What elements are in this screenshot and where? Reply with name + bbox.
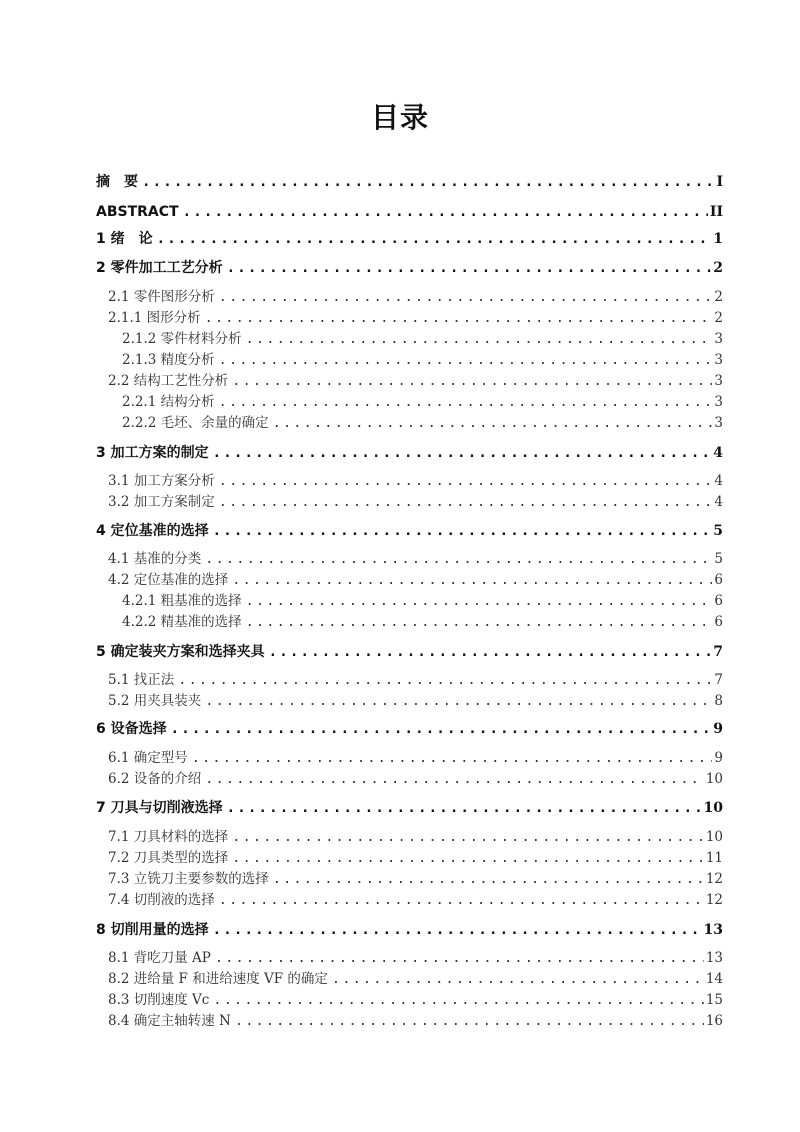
dot-leader bbox=[219, 890, 704, 910]
toc-entry-page-number: 7 bbox=[714, 672, 723, 688]
toc-entry-page-number: 2 bbox=[713, 260, 723, 276]
dot-leader bbox=[332, 969, 704, 989]
toc-entry-label: 6 设备选择 bbox=[96, 721, 167, 737]
dot-leader bbox=[219, 471, 713, 491]
dot-leader bbox=[213, 920, 702, 940]
toc-entry-label: 8.3 切削速度 Vc bbox=[108, 992, 210, 1008]
toc-entry-label: 7.1 刀具材料的选择 bbox=[108, 829, 229, 845]
toc-entry-page-number: 12 bbox=[705, 892, 723, 908]
toc-entry-page-number: 11 bbox=[705, 850, 723, 866]
toc-entry-page-number: 4 bbox=[714, 473, 723, 489]
toc-entry[interactable] bbox=[108, 691, 723, 711]
toc-entry[interactable] bbox=[122, 392, 723, 412]
toc-entry-label: 4.1 基准的分类 bbox=[108, 551, 202, 567]
dot-leader bbox=[232, 827, 704, 847]
toc-entry-page-number: 10 bbox=[705, 829, 723, 845]
toc-entry-page-number: 2 bbox=[714, 289, 723, 305]
toc-entry-page-number: 3 bbox=[714, 373, 723, 389]
toc-entry[interactable] bbox=[108, 748, 723, 768]
toc-entry[interactable] bbox=[108, 549, 723, 569]
toc-entry-label: 2 零件加工工艺分析 bbox=[96, 260, 223, 276]
toc-entry-page-number: 8 bbox=[714, 693, 723, 709]
dot-leader bbox=[219, 287, 713, 307]
dot-leader bbox=[232, 570, 712, 590]
toc-entry-label: 5.2 用夹具装夹 bbox=[108, 693, 202, 709]
toc-entry[interactable] bbox=[122, 591, 723, 611]
toc-entry-page-number: 14 bbox=[705, 971, 723, 987]
toc-entry-label: 5 确定装夹方案和选择夹具 bbox=[96, 644, 265, 660]
toc-entry-page-number: 16 bbox=[705, 1013, 723, 1029]
toc-entry-label: 2.2 结构工艺性分析 bbox=[108, 373, 229, 389]
toc-entry-page-number: 2 bbox=[714, 310, 723, 326]
dot-leader bbox=[227, 798, 702, 818]
dot-leader bbox=[205, 769, 704, 789]
toc-entry-label: 5.1 找正法 bbox=[108, 672, 175, 688]
toc-entry-label: 3.2 加工方案制定 bbox=[108, 494, 215, 510]
toc-entry-page-number: 6 bbox=[714, 572, 723, 588]
toc-entry-page-number: 9 bbox=[713, 721, 723, 737]
dot-leader bbox=[215, 948, 704, 968]
toc-entry-page-number: 6 bbox=[714, 593, 723, 609]
toc-entry[interactable] bbox=[122, 413, 723, 433]
toc-entry[interactable] bbox=[96, 443, 723, 463]
toc-entry-label: 4.2 定位基准的选择 bbox=[108, 572, 229, 588]
toc-entry[interactable] bbox=[96, 202, 723, 222]
toc-entry-label: 7.4 切削液的选择 bbox=[108, 892, 215, 908]
toc-entry-label: 3 加工方案的制定 bbox=[96, 445, 209, 461]
toc-entry-page-number: 3 bbox=[714, 415, 723, 431]
toc-entry-label: 7 刀具与切削液选择 bbox=[96, 800, 223, 816]
dot-leader bbox=[219, 492, 713, 512]
toc-entry-label: 4 定位基准的选择 bbox=[96, 523, 209, 539]
toc-entry-label: 8 切削用量的选择 bbox=[96, 922, 209, 938]
toc-entry-label: 2.1.1 图形分析 bbox=[108, 310, 201, 326]
toc-entry-label: 7.3 立铣刀主要参数的选择 bbox=[108, 871, 269, 887]
toc-entry[interactable] bbox=[108, 890, 723, 910]
toc-entry-page-number: 3 bbox=[714, 394, 723, 410]
toc-entry-page-number: 6 bbox=[714, 614, 723, 630]
toc-entry-label: 4.2.2 精基准的选择 bbox=[122, 614, 242, 630]
toc-entry[interactable] bbox=[96, 172, 723, 192]
toc-entry-label: 2.1.2 零件材料分析 bbox=[122, 331, 242, 347]
dot-leader bbox=[213, 990, 703, 1010]
toc-entry[interactable] bbox=[108, 471, 723, 491]
dot-leader bbox=[246, 591, 713, 611]
dot-leader bbox=[213, 443, 712, 463]
dot-leader bbox=[232, 848, 704, 868]
dot-leader bbox=[219, 350, 713, 370]
dot-leader bbox=[273, 869, 704, 889]
toc-entry-label: 2.2.2 毛坯、余量的确定 bbox=[122, 415, 269, 431]
dot-leader bbox=[269, 642, 712, 662]
dot-leader bbox=[219, 392, 713, 412]
toc-entry[interactable] bbox=[96, 229, 723, 249]
toc-entry[interactable] bbox=[108, 769, 723, 789]
dot-leader bbox=[205, 549, 712, 569]
toc-entry[interactable] bbox=[108, 570, 723, 590]
toc-entry-page-number: 10 bbox=[703, 800, 723, 816]
toc-entry[interactable] bbox=[108, 308, 723, 328]
dot-leader bbox=[227, 258, 712, 278]
toc-entry-page-number: 5 bbox=[713, 523, 723, 539]
toc-entry[interactable] bbox=[122, 329, 723, 349]
toc-entry-label: 1 绪 论 bbox=[96, 231, 153, 247]
toc-entry-page-number: 15 bbox=[705, 992, 723, 1008]
toc-entry-label: 8.1 背吃刀量 AP bbox=[108, 950, 211, 966]
dot-leader bbox=[213, 521, 712, 541]
toc-entry-page-number: 5 bbox=[714, 551, 723, 567]
dot-leader bbox=[273, 413, 713, 433]
dot-leader bbox=[171, 719, 712, 739]
toc-entry-page-number: I bbox=[716, 174, 723, 190]
toc-entry-label: 4.2.1 粗基准的选择 bbox=[122, 593, 242, 609]
toc-entry[interactable] bbox=[96, 920, 723, 940]
toc-entry[interactable] bbox=[108, 371, 723, 391]
page-title: 目录 bbox=[370, 101, 429, 134]
toc-entry-page-number: 3 bbox=[714, 331, 723, 347]
dot-leader bbox=[235, 1011, 704, 1031]
toc-entry-label: 2.1.3 精度分析 bbox=[122, 352, 215, 368]
toc-entry[interactable] bbox=[108, 969, 723, 989]
toc-entry-page-number: 13 bbox=[703, 922, 723, 938]
dot-leader bbox=[246, 612, 713, 632]
toc-entry-page-number: 10 bbox=[705, 771, 723, 787]
toc-entry-label: 摘 要 bbox=[96, 174, 138, 190]
toc-entry[interactable] bbox=[108, 990, 723, 1010]
toc-entry-label: 8.2 进给量 F 和进给速度 VF 的确定 bbox=[108, 971, 328, 987]
toc-entry-label: 8.4 确定主轴转速 N bbox=[108, 1013, 231, 1029]
toc-entry-label: 2.2.1 结构分析 bbox=[122, 394, 215, 410]
toc-entry[interactable] bbox=[108, 869, 723, 889]
toc-entry-page-number: 12 bbox=[705, 871, 723, 887]
toc-entry[interactable] bbox=[96, 258, 723, 278]
toc-entry-label: ABSTRACT bbox=[96, 204, 179, 220]
dot-leader bbox=[157, 229, 712, 249]
toc-entry[interactable] bbox=[108, 948, 723, 968]
toc-entry-label: 2.1 零件图形分析 bbox=[108, 289, 215, 305]
dot-leader bbox=[232, 371, 712, 391]
toc-entry[interactable] bbox=[108, 848, 723, 868]
toc-entry-page-number: II bbox=[709, 204, 723, 220]
toc-entry-label: 3.1 加工方案分析 bbox=[108, 473, 215, 489]
dot-leader bbox=[205, 691, 712, 711]
toc-entry[interactable] bbox=[108, 492, 723, 512]
toc-entry[interactable] bbox=[96, 521, 723, 541]
toc-entry[interactable] bbox=[122, 612, 723, 632]
dot-leader bbox=[246, 329, 713, 349]
toc-entry[interactable] bbox=[96, 642, 723, 662]
toc-entry[interactable] bbox=[108, 827, 723, 847]
toc-entry-page-number: 4 bbox=[714, 494, 723, 510]
toc-entry-label: 6.2 设备的介绍 bbox=[108, 771, 202, 787]
toc-entry-page-number: 7 bbox=[713, 644, 723, 660]
dot-leader bbox=[192, 748, 713, 768]
toc-entry-label: 6.1 确定型号 bbox=[108, 750, 188, 766]
toc-entry[interactable] bbox=[108, 670, 723, 690]
toc-entry-page-number: 13 bbox=[705, 950, 723, 966]
toc-entry[interactable] bbox=[122, 350, 723, 370]
toc-entry[interactable] bbox=[96, 798, 723, 818]
toc-entry[interactable] bbox=[96, 719, 723, 739]
dot-leader bbox=[183, 202, 708, 222]
toc-entry[interactable] bbox=[108, 1011, 723, 1031]
toc-entry[interactable] bbox=[108, 287, 723, 307]
dot-leader bbox=[142, 172, 714, 192]
toc-entry-page-number: 3 bbox=[714, 352, 723, 368]
toc-entry-page-number: 1 bbox=[713, 231, 723, 247]
toc-entry-page-number: 9 bbox=[714, 750, 723, 766]
dot-leader bbox=[205, 308, 713, 328]
toc-entry-label: 7.2 刀具类型的选择 bbox=[108, 850, 229, 866]
toc-entry-page-number: 4 bbox=[713, 445, 723, 461]
dot-leader bbox=[178, 670, 712, 690]
